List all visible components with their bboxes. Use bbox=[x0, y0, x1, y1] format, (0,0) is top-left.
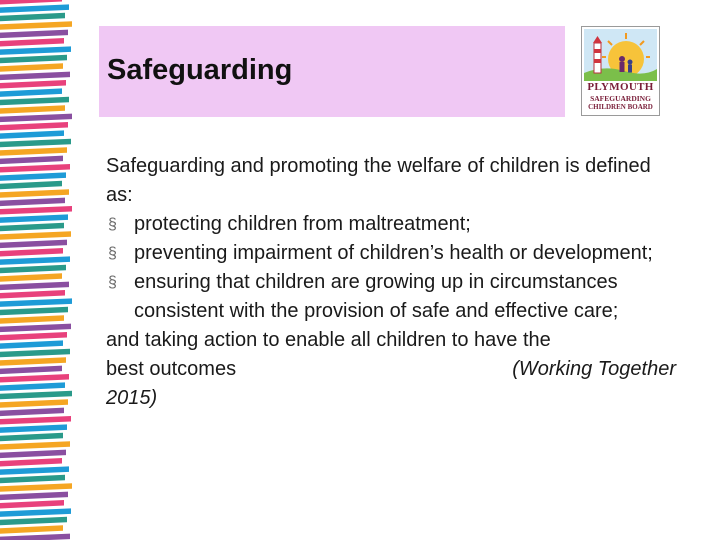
decorative-stripe bbox=[0, 198, 65, 207]
decorative-stripe bbox=[0, 458, 62, 467]
title-banner bbox=[99, 26, 565, 117]
logo-line-plymouth: PLYMOUTH bbox=[587, 81, 654, 93]
citation-source: (Working Together bbox=[512, 358, 676, 380]
decorative-stripe bbox=[0, 189, 69, 198]
logo-illustration-icon bbox=[584, 29, 657, 81]
bullet-item bbox=[106, 210, 676, 239]
decorative-stripe bbox=[0, 391, 72, 400]
decorative-stripe bbox=[0, 223, 64, 232]
decorative-stripe bbox=[0, 231, 71, 240]
decorative-stripe bbox=[0, 214, 68, 223]
intro-text: Safeguarding and promoting the welfare of children is defined as: bbox=[106, 155, 651, 206]
decorative-stripe bbox=[0, 206, 72, 215]
logo-line-safeguarding: SAFEGUARDING bbox=[590, 94, 651, 103]
decorative-stripe bbox=[0, 517, 67, 526]
decorative-stripe bbox=[0, 122, 68, 131]
decorative-stripe bbox=[0, 340, 63, 349]
bullet-item bbox=[106, 239, 676, 268]
decorative-stripe bbox=[0, 273, 62, 282]
bullet-marker: § bbox=[108, 216, 117, 233]
decorative-stripe bbox=[0, 88, 62, 97]
decorative-stripe bbox=[0, 450, 66, 459]
decorative-stripe bbox=[0, 97, 69, 106]
decorative-stripe bbox=[0, 4, 69, 13]
bullet-marker: § bbox=[108, 274, 117, 291]
page-title: Safeguarding bbox=[107, 54, 293, 86]
bullet-text: protecting children from maltreatment; bbox=[134, 213, 471, 235]
decorative-stripe bbox=[0, 105, 65, 114]
decorative-stripe bbox=[0, 332, 67, 341]
decorative-stripe bbox=[0, 349, 70, 358]
bullet-item bbox=[106, 268, 676, 326]
logo-line-children-board: CHILDREN BOARD bbox=[588, 103, 653, 111]
outcome-line bbox=[106, 355, 676, 384]
decorative-stripe bbox=[0, 433, 63, 442]
decorative-stripe bbox=[0, 13, 65, 21]
decorative-stripe bbox=[0, 500, 64, 509]
decorative-stripe bbox=[0, 30, 68, 38]
citation-year: 2015) bbox=[106, 387, 158, 409]
bullet-text: ensuring that children are growing up in circumstances consistent with the provision of safe and effective care; bbox=[134, 271, 619, 322]
decorative-stripe bbox=[0, 55, 67, 64]
decorative-stripe bbox=[0, 475, 65, 484]
slide-body bbox=[106, 152, 676, 413]
decorative-stripe bbox=[0, 357, 66, 366]
decorative-stripe bbox=[0, 290, 65, 299]
decorative-stripe bbox=[0, 374, 69, 383]
decorative-stripe bbox=[0, 424, 67, 433]
decorative-stripe bbox=[0, 38, 64, 47]
closing-end-text: best outcomes bbox=[106, 358, 237, 380]
decorative-stripe bbox=[0, 156, 63, 165]
decorative-stripe bbox=[0, 441, 70, 450]
decorative-stripe bbox=[0, 114, 72, 123]
decorative-stripe bbox=[0, 80, 66, 89]
decorative-stripe bbox=[0, 139, 71, 148]
decorative-stripe bbox=[0, 382, 65, 391]
decorative-stripe bbox=[0, 0, 62, 5]
decorative-stripe bbox=[0, 483, 72, 492]
decorative-stripe bbox=[0, 408, 64, 417]
closing-text: and taking action to enable all children to have the bbox=[106, 329, 551, 351]
decorative-stripe bbox=[0, 265, 66, 274]
decorative-stripe bbox=[0, 366, 62, 375]
decorative-stripe bbox=[0, 248, 63, 257]
bullet-text: preventing impairment of children’s health or development; bbox=[134, 242, 653, 264]
decorative-stripe bbox=[0, 130, 64, 139]
decorative-stripe bbox=[0, 307, 68, 316]
decorative-stripe bbox=[0, 46, 71, 55]
decorative-stripe bbox=[0, 282, 69, 291]
decorative-stripe bbox=[0, 72, 70, 81]
decorative-stripe bbox=[0, 466, 69, 475]
decorative-stripe bbox=[0, 534, 70, 540]
decorative-stripe bbox=[0, 416, 71, 425]
decorative-stripe bbox=[0, 181, 62, 190]
decorative-stripe bbox=[0, 298, 72, 307]
decorative-stripe bbox=[0, 147, 67, 156]
decorative-stripe bbox=[0, 324, 71, 333]
decorative-stripe bbox=[0, 172, 66, 181]
decorative-stripe bbox=[0, 21, 72, 30]
decorative-stripe bbox=[0, 240, 67, 249]
decorative-stripe bbox=[0, 525, 63, 534]
decorative-stripe bbox=[0, 399, 68, 408]
bullet-list bbox=[106, 210, 676, 326]
decorative-stripes bbox=[0, 0, 78, 540]
decorative-stripe bbox=[0, 492, 68, 501]
bullet-marker: § bbox=[108, 245, 117, 262]
decorative-stripe bbox=[0, 63, 63, 71]
decorative-stripe bbox=[0, 164, 70, 173]
decorative-stripe bbox=[0, 315, 64, 324]
decorative-stripe bbox=[0, 508, 71, 517]
plymouth-safeguarding-logo bbox=[581, 26, 660, 116]
decorative-stripe bbox=[0, 256, 70, 265]
